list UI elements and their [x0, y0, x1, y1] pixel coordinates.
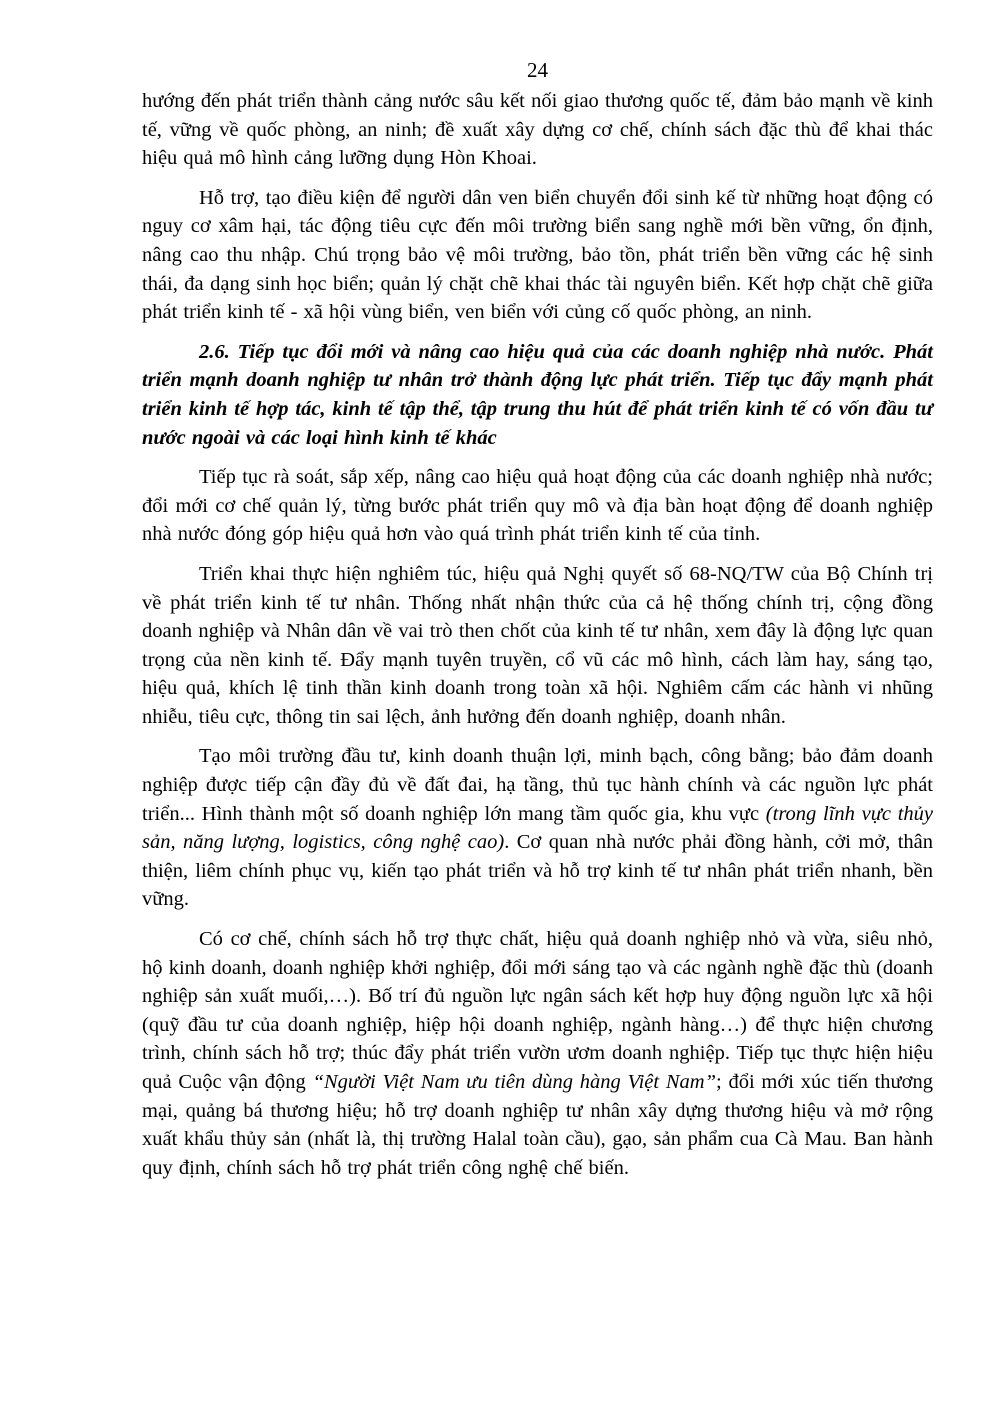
- heading-text: 2.6. Tiếp tục đổi mới và nâng cao hiệu quả của các doanh nghiệp nhà nước. Phát triển mạnh doanh nghiệp tư nhân trở thành động lực phát triển. Tiếp tục đẩy mạnh phát triển kinh tế hợp tác, kinh tế tập thể, tập trung thu hút để phát triển kinh tế có vốn đầu tư nước ngoài và các loại hình kinh tế khác: [142, 340, 933, 449]
- paragraph-resolution-68: [142, 560, 933, 732]
- paragraph-sme-support: [142, 925, 933, 1182]
- paragraph-text-italic: “Người Việt Nam ưu tiên dùng hàng Việt Nam”: [312, 1071, 716, 1093]
- paragraph-text: hướng đến phát triển thành cảng nước sâu kết nối giao thương quốc tế, đảm bảo mạnh về kinh tế, vững về quốc phòng, an ninh; đề xuất xây dựng cơ chế, chính sách đặc thù để khai thác hiệu quả mô hình cảng lưỡng dụng Hòn Khoai.: [142, 90, 933, 170]
- page-number: 24: [527, 58, 548, 82]
- paragraph-text: Hỗ trợ, tạo điều kiện để người dân ven biển chuyển đổi sinh kế từ những hoạt động có nguy cơ xâm hại, tác động tiêu cực đến môi trường biển sang nghề mới bền vững, ổn định, nâng cao thu nhập. Chú trọng bảo vệ môi trường, bảo tồn, phát triển bền vững các hệ sinh thái, đa dạng sinh học biển; quản lý chặt chẽ khai thác tài nguyên biển. Kết hợp chặt chẽ giữa phát triển kinh tế - xã hội vùng biển, ven biển với củng cố quốc phòng, an ninh.: [142, 186, 933, 324]
- section-heading-2-6: [142, 338, 933, 452]
- paragraph-soe-review: [142, 463, 933, 549]
- paragraph-text-pre: Có cơ chế, chính sách hỗ trợ thực chất, hiệu quả doanh nghiệp nhỏ và vừa, siêu nhỏ, hộ kinh doanh, doanh nghiệp khởi nghiệp, đổi mới sáng tạo và các ngành nghề đặc thù (doanh nghiệp sản xuất muối,…). Bố trí đủ nguồn lực ngân sách kết hợp huy động nguồn lực xã hội (quỹ đầu tư của doanh nghiệp, hiệp hội doanh nghiệp, ngành hàng…) để thực hiện chương trình, chính sách hỗ trợ; thúc đẩy phát triển vườn ươm doanh nghiệp. Tiếp tục thực hiện hiệu quả Cuộc vận động: [142, 928, 933, 1093]
- paragraph-text: Triển khai thực hiện nghiêm túc, hiệu quả Nghị quyết số 68-NQ/TW của Bộ Chính trị về phát triển kinh tế tư nhân. Thống nhất nhận thức của cả hệ thống chính trị, cộng đồng doanh nghiệp và Nhân dân về vai trò then chốt của kinh tế tư nhân, xem đây là động lực quan trọng của nền kinh tế. Đẩy mạnh tuyên truyền, cổ vũ các mô hình, cách làm hay, sáng tạo, hiệu quả, khích lệ tinh thần kinh doanh trong toàn xã hội. Nghiêm cấm các hành vi nhũng nhiễu, tiêu cực, thông tin sai lệch, ảnh hưởng đến doanh nghiệp, doanh nhân.: [142, 562, 933, 728]
- paragraph-continuation: [142, 87, 933, 173]
- paragraph-text-post: ; đổi mới xúc tiến thương mại, quảng bá thương hiệu; hỗ trợ doanh nghiệp tư nhân xây dựng thương hiệu và mở rộng xuất khẩu thủy sản (nhất là, thị trường Halal toàn cầu), gạo, sản phẩm cua Cà Mau. Ban hành quy định, chính sách hỗ trợ phát triển công nghệ chế biến.: [142, 1071, 933, 1179]
- paragraph-text-pre: Tạo môi trường đầu tư, kinh doanh thuận lợi, minh bạch, công bằng; bảo đảm doanh nghiệp được tiếp cận đầy đủ về đất đai, hạ tầng, thủ tục hành chính và các nguồn lực phát triển... Hình thành một số doanh nghiệp lớn mang tầm quốc gia, khu vực: [142, 745, 933, 825]
- paragraph-investment-environment: [142, 742, 933, 914]
- paragraph-support-livelihood: [142, 184, 933, 327]
- document-body: [142, 87, 933, 1193]
- paragraph-text-italic: (trong lĩnh vực thủy sản, năng lượng, logistics, công nghệ cao): [142, 802, 933, 854]
- paragraph-text-post: . Cơ quan nhà nước phải đồng hành, cởi mở, thân thiện, liêm chính phục vụ, kiến tạo phát triển và hỗ trợ kinh tế tư nhân phát triển nhanh, bền vững.: [142, 831, 933, 911]
- paragraph-text: Tiếp tục rà soát, sắp xếp, nâng cao hiệu quả hoạt động của các doanh nghiệp nhà nước; đổi mới cơ chế quản lý, từng bước phát triển quy mô và địa bàn hoạt động để doanh nghiệp nhà nước đóng góp hiệu quả hơn vào quá trình phát triển kinh tế của tỉnh.: [142, 466, 933, 546]
